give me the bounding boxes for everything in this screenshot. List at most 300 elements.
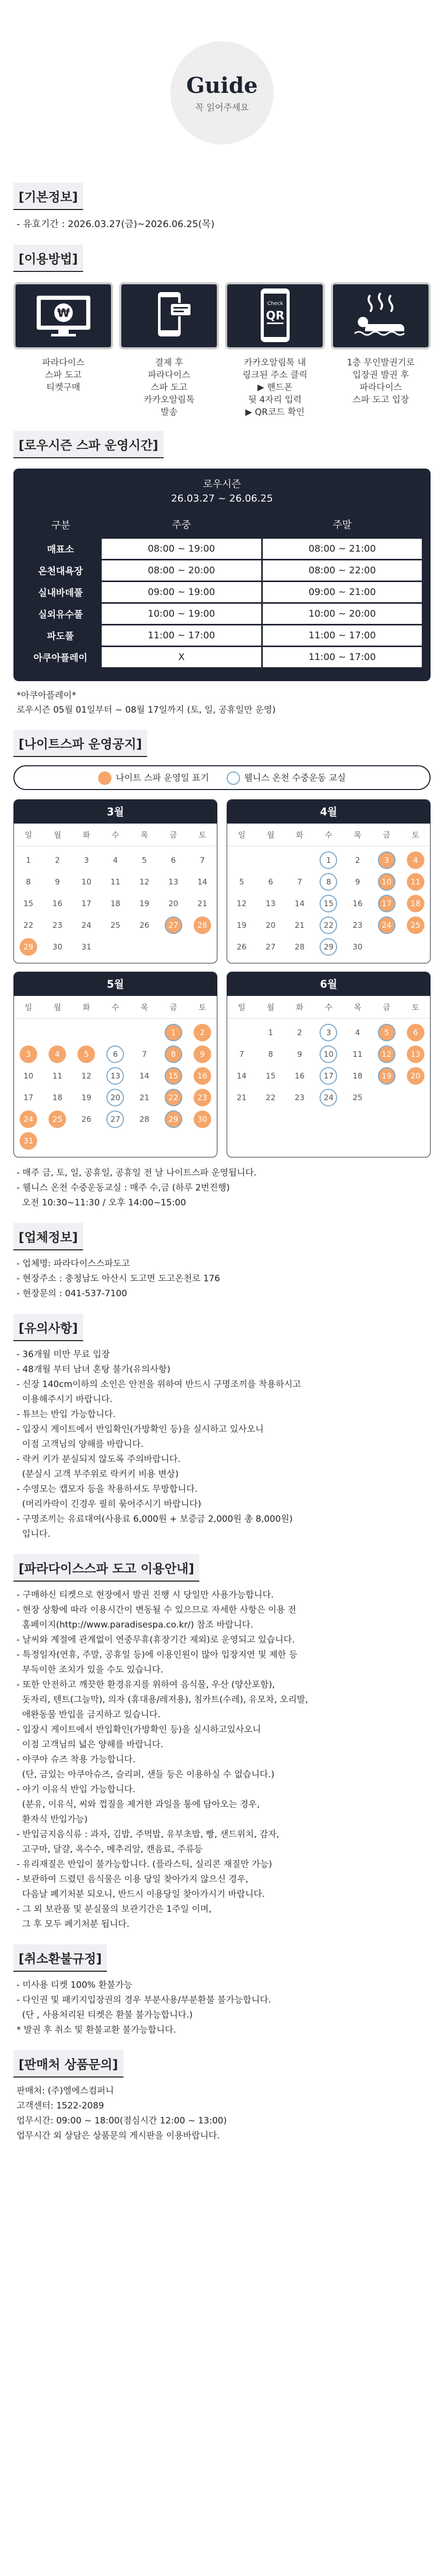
weekday-label: 수 bbox=[112, 830, 119, 840]
calendar-day bbox=[343, 1087, 372, 1108]
weekday-label: 일 bbox=[237, 830, 246, 840]
calendar-day-number: 9 bbox=[194, 1045, 211, 1063]
calendar-day bbox=[314, 1087, 343, 1108]
calendar-day bbox=[343, 871, 372, 893]
rules-line: - 구매하신 티켓으로 현장에서 발권 진행 시 당일만 사용가능합니다. bbox=[17, 1590, 274, 1600]
rules-line: - 현장 상황에 따라 이용시간이 변동될 수 있으므로 자세한 사항은 이용 전 bbox=[17, 1605, 296, 1615]
rules-title: [파라다이스스파 도고 이용안내] bbox=[13, 1554, 199, 1582]
calendar-day-number: 25 bbox=[353, 1093, 363, 1102]
caution-line: - 신장 140cm이하의 소인은 안전을 위하여 반드시 구명조끼를 착용하시고 bbox=[17, 1379, 302, 1390]
calendar-day-number: 26 bbox=[139, 921, 150, 930]
calendar-day bbox=[285, 936, 314, 958]
calendar-day-number: 6 bbox=[268, 877, 273, 887]
caution-line: - 구명조끼는 유료대여(사용료 6,000원 + 보증금 2,000원 총 8,000원) bbox=[17, 1514, 293, 1524]
calendar-day-number: 27 bbox=[265, 942, 276, 952]
calendar-day-number: 14 bbox=[197, 877, 208, 887]
calendar-day-number: 2 bbox=[194, 1024, 211, 1041]
weekday-label: 수 bbox=[112, 1003, 119, 1012]
rules-line: 이점 고객님의 넓은 양해를 바랍니다. bbox=[17, 1740, 164, 1750]
basic-info-title: [기본정보] bbox=[13, 183, 83, 210]
calendar-day bbox=[43, 1043, 72, 1065]
calendar-day-number: 19 bbox=[378, 1067, 395, 1085]
calendar-day-number: 31 bbox=[20, 1132, 37, 1150]
rules-line: - 반입금지음식류 : 과자, 김밥, 주먹밥, 유부초밥, 빵, 샌드위치, 감자, bbox=[17, 1829, 279, 1840]
calendar-day bbox=[14, 1065, 43, 1087]
calendar-day bbox=[130, 849, 159, 871]
seller-line: 업무시간 외 상담은 상품문의 게시판을 이용바랍니다. bbox=[17, 2131, 220, 2141]
weekday-label: 목 bbox=[140, 1003, 148, 1012]
calendar-day bbox=[227, 1043, 256, 1065]
calendar-day-number: 18 bbox=[353, 1071, 363, 1081]
calendar-day bbox=[159, 1043, 188, 1065]
basic-info-section bbox=[13, 183, 431, 232]
weekday-label: 화 bbox=[296, 1003, 304, 1012]
calendar-day bbox=[14, 1087, 43, 1108]
orange-dot-icon bbox=[98, 771, 112, 785]
calendar-day bbox=[372, 914, 401, 936]
calendar-day bbox=[43, 1108, 72, 1130]
guide-header bbox=[13, 0, 431, 170]
weekday-label: 월 bbox=[266, 830, 275, 840]
calendar-day-number: 12 bbox=[236, 899, 247, 908]
calendar-day bbox=[130, 871, 159, 893]
calendar-day-number: 23 bbox=[294, 1093, 305, 1102]
calendar-day-number: 2 bbox=[55, 856, 60, 865]
calendar-day bbox=[72, 936, 101, 958]
calendar-day-number: 13 bbox=[168, 877, 179, 887]
weekday-label: 화 bbox=[83, 830, 90, 840]
calendar-day-number: 12 bbox=[139, 877, 150, 887]
won-monitor-icon bbox=[13, 282, 113, 349]
calendar-day bbox=[159, 849, 188, 871]
calendar-day bbox=[130, 893, 159, 914]
calendar-day bbox=[101, 1043, 130, 1065]
calendar-day bbox=[256, 871, 285, 893]
calendar-day-number: 14 bbox=[236, 1071, 247, 1081]
calendar-day-number: 30 bbox=[194, 1110, 211, 1128]
calendar-day bbox=[159, 1087, 188, 1108]
calendar-day-number: 15 bbox=[320, 895, 337, 912]
calendar-month-name: 6월 bbox=[227, 972, 430, 996]
calendar-day-number: 14 bbox=[294, 899, 305, 908]
rules-section bbox=[13, 1554, 431, 1932]
calendar-day bbox=[101, 871, 130, 893]
hours-col-category: 구분 bbox=[51, 519, 71, 531]
rules-line: - 입장시 게이트에서 반입확인(가방확인 등)을 실시하고있사오니 bbox=[17, 1725, 261, 1735]
calendar-day-number: 19 bbox=[139, 899, 150, 908]
hours-row bbox=[21, 560, 423, 582]
svg-text:Check: Check bbox=[267, 301, 283, 307]
weekday-label: 월 bbox=[266, 1003, 275, 1012]
calendars bbox=[13, 799, 431, 1166]
hours-weekday-time: 10:00 ~ 19:00 bbox=[101, 603, 262, 625]
calendar-day-number: 9 bbox=[55, 877, 60, 887]
calendar-day bbox=[72, 1065, 101, 1087]
hours-row bbox=[21, 625, 423, 647]
guide-subtitle: 꼭 읽어주세요 bbox=[195, 103, 249, 113]
calendar-blank bbox=[101, 1022, 130, 1043]
calendar-day bbox=[72, 849, 101, 871]
calendar-day-number: 22 bbox=[23, 921, 34, 930]
weekday-label: 토 bbox=[411, 830, 420, 840]
calendar-month-name: 5월 bbox=[14, 972, 217, 996]
calendar-day bbox=[314, 914, 343, 936]
calendar-day bbox=[256, 936, 285, 958]
calendar-day-number: 26 bbox=[236, 942, 247, 952]
calendar-day bbox=[130, 914, 159, 936]
calendar-day-number: 12 bbox=[81, 1071, 91, 1081]
calendar-day bbox=[43, 1065, 72, 1087]
hours-col-weekend: 주말 bbox=[332, 519, 352, 530]
calendar-day bbox=[72, 1087, 101, 1108]
guide-badge bbox=[170, 41, 274, 144]
calendar-days bbox=[227, 846, 430, 963]
calendar-day-number: 10 bbox=[81, 877, 91, 887]
calendar-blank bbox=[14, 1022, 43, 1043]
usage-section bbox=[13, 245, 431, 418]
calendar-blank bbox=[72, 1022, 101, 1043]
hours-weekday-time: X bbox=[101, 647, 262, 668]
calendar-day bbox=[227, 1087, 256, 1108]
caution-lines bbox=[13, 1347, 431, 1542]
calendar-day-number: 17 bbox=[378, 895, 395, 912]
calendar-day bbox=[285, 893, 314, 914]
calendar-day-number: 6 bbox=[106, 1045, 124, 1063]
company-section bbox=[13, 1223, 431, 1301]
calendar-day bbox=[372, 871, 401, 893]
calendar-day-number: 7 bbox=[200, 856, 205, 865]
calendar-day-number: 26 bbox=[81, 1115, 91, 1124]
calendar-day-number: 23 bbox=[353, 921, 363, 930]
usage-step-3 bbox=[225, 282, 325, 418]
calendar-day bbox=[14, 871, 43, 893]
rules-line: - 보관하여 드렸던 음식물은 이용 당일 찾아가지 않으신 경우, bbox=[17, 1874, 248, 1885]
rules-line: - 날씨와 계절에 관계없이 연중무휴(휴장기간 제외)로 운영되고 있습니다. bbox=[17, 1635, 295, 1645]
calendar-day-number: 3 bbox=[20, 1045, 37, 1063]
caution-line: - 수영모는 캡모자 등을 착용하셔도 무방합니다. bbox=[17, 1484, 198, 1494]
caution-title: [유의사항] bbox=[13, 1314, 83, 1341]
calendar-day-number: 29 bbox=[20, 938, 37, 956]
calendar-day-number: 5 bbox=[378, 1024, 395, 1041]
calendar-day-number: 11 bbox=[407, 873, 424, 891]
calendar-day-number: 17 bbox=[23, 1093, 34, 1102]
calendar-day bbox=[256, 893, 285, 914]
calendar-day bbox=[343, 1022, 372, 1043]
weekday-label: 수 bbox=[325, 1003, 332, 1012]
rules-line: (분유, 이유식, 씨와 껍질을 제거한 과일을 통에 담아오는 경우, bbox=[17, 1799, 260, 1810]
calendar-day-number: 20 bbox=[168, 899, 179, 908]
legend-night-spa bbox=[98, 770, 209, 785]
calendar-blank bbox=[285, 849, 314, 871]
calendar-day-number: 1 bbox=[320, 851, 337, 869]
calendar-day-number: 2 bbox=[297, 1028, 303, 1037]
seller-line: 업무시간: 09:00 ~ 18:00(점심시간 12:00 ~ 13:00) bbox=[17, 2116, 227, 2126]
night-notes bbox=[13, 1166, 431, 1211]
calendar-day-number: 3 bbox=[84, 856, 89, 865]
calendar-day-number: 8 bbox=[165, 1045, 182, 1063]
calendar-day bbox=[401, 893, 430, 914]
calendar-day bbox=[43, 849, 72, 871]
calendar-day-number: 1 bbox=[268, 1028, 273, 1037]
calendar-day-number: 15 bbox=[165, 1067, 182, 1085]
caution-line: - 36개월 미만 무료 입장 bbox=[17, 1349, 110, 1360]
calendar-day bbox=[43, 1087, 72, 1108]
calendar-day bbox=[256, 1065, 285, 1087]
refund-line: - 다인권 및 패키지입장권의 경우 부분사용/부분환불 불가능합니다. bbox=[17, 1995, 272, 2005]
blue-ring-icon bbox=[227, 771, 240, 785]
calendar-day-number: 19 bbox=[236, 921, 247, 930]
calendar-day bbox=[101, 849, 130, 871]
calendar-days bbox=[14, 1019, 217, 1157]
calendar-day-number: 7 bbox=[141, 1050, 147, 1059]
weekday-label: 화 bbox=[296, 830, 304, 840]
weekday-label: 금 bbox=[383, 1003, 391, 1012]
hours-weekend-time: 10:00 ~ 20:00 bbox=[262, 603, 422, 625]
calendar-day bbox=[101, 893, 130, 914]
calendar-month bbox=[13, 972, 217, 1157]
weekday-label: 금 bbox=[169, 830, 178, 840]
calendar-days bbox=[227, 1019, 430, 1114]
legend-wellness-label: 웰니스 온천 수중운동 교실 bbox=[244, 773, 346, 783]
hours-weekend-time: 11:00 ~ 17:00 bbox=[262, 625, 422, 647]
calendar-day bbox=[14, 893, 43, 914]
legend-wellness bbox=[227, 770, 346, 785]
calendar-day-number: 16 bbox=[194, 1067, 211, 1085]
hours-weekday-time: 08:00 ~ 20:00 bbox=[101, 560, 262, 582]
calendar-day-number: 7 bbox=[239, 1050, 244, 1059]
calendar-day bbox=[227, 914, 256, 936]
calendar-day bbox=[188, 1065, 217, 1087]
calendar-day bbox=[343, 849, 372, 871]
calendar-day bbox=[43, 936, 72, 958]
calendar-day bbox=[43, 914, 72, 936]
calendar-day bbox=[72, 893, 101, 914]
calendar-weekdays bbox=[227, 824, 430, 846]
guide-title: Guide bbox=[186, 73, 258, 98]
calendar-day-number: 28 bbox=[194, 916, 211, 934]
aquaplay-note-title: *아쿠아플레이* bbox=[17, 690, 76, 701]
caution-line: 이용해주시기 바랍니다. bbox=[17, 1394, 113, 1405]
seller-title: [판매처 상품문의] bbox=[13, 2050, 123, 2078]
calendar-day-number: 16 bbox=[294, 1071, 305, 1081]
hours-facility: 매표소 bbox=[47, 544, 74, 555]
hours-row bbox=[21, 647, 423, 668]
calendar-month bbox=[227, 799, 431, 963]
hours-table-box bbox=[13, 469, 431, 681]
calendar-day bbox=[14, 1130, 43, 1152]
calendar-day-number: 7 bbox=[297, 877, 303, 887]
hours-weekend-time: 08:00 ~ 22:00 bbox=[262, 560, 422, 582]
calendar-day bbox=[130, 1065, 159, 1087]
calendar-day-number: 16 bbox=[353, 899, 363, 908]
hours-row bbox=[21, 582, 423, 603]
calendar-month-name: 4월 bbox=[227, 800, 430, 824]
hours-weekday-time: 09:00 ~ 19:00 bbox=[101, 582, 262, 603]
aquaplay-note-text: 로우시즌 05월 01일부터 ~ 08월 17일까지 (토, 일, 공휴일만 운영) bbox=[17, 705, 276, 715]
hours-facility: 실내바데풀 bbox=[38, 587, 83, 599]
calendar-day-number: 4 bbox=[113, 856, 118, 865]
calendar-day bbox=[101, 1108, 130, 1130]
calendar-day bbox=[401, 1065, 430, 1087]
calendar-day-number: 6 bbox=[170, 856, 176, 865]
calendar-day-number: 13 bbox=[407, 1045, 424, 1063]
usage-steps bbox=[13, 282, 431, 418]
calendar-day bbox=[130, 1108, 159, 1130]
calendar-day bbox=[227, 893, 256, 914]
caution-line: - 튜브는 반입 가능합니다. bbox=[17, 1409, 116, 1420]
calendar-day bbox=[188, 1043, 217, 1065]
calendar-day bbox=[188, 1022, 217, 1043]
seller-lines bbox=[13, 2084, 431, 2144]
calendar-day-number: 30 bbox=[52, 942, 62, 952]
calendar-month bbox=[13, 799, 217, 963]
calendar-days bbox=[14, 846, 217, 963]
calendar-day-number: 13 bbox=[265, 899, 276, 908]
calendar-blank bbox=[43, 1022, 72, 1043]
weekday-label: 목 bbox=[354, 830, 361, 840]
weekday-label: 토 bbox=[198, 1003, 207, 1012]
calendar-day-number: 5 bbox=[239, 877, 244, 887]
calendar-day bbox=[14, 936, 43, 958]
refund-line: - 미사용 티켓 100% 환불가능 bbox=[17, 1980, 133, 1990]
calendar-day-number: 4 bbox=[355, 1028, 360, 1037]
calendar-day-number: 1 bbox=[26, 856, 31, 865]
calendar-day bbox=[285, 871, 314, 893]
caution-line: - 48개월 부터 남녀 혼탕 불가(유의사항) bbox=[17, 1364, 170, 1375]
calendar-day bbox=[285, 1043, 314, 1065]
calendar-day-number: 24 bbox=[81, 921, 91, 930]
caution-line: 입니다. bbox=[17, 1529, 51, 1539]
calendar-day-number: 15 bbox=[23, 899, 34, 908]
weekday-label: 목 bbox=[354, 1003, 361, 1012]
calendar-day-number: 8 bbox=[320, 873, 337, 891]
validity-period: - 유효기간 : 2026.03.27(금)~2026.06.25(목) bbox=[17, 219, 215, 230]
caution-section bbox=[13, 1314, 431, 1542]
calendar-day bbox=[101, 1065, 130, 1087]
phone-message-icon bbox=[119, 282, 219, 349]
calendar-day bbox=[256, 1043, 285, 1065]
calendar-day-number: 9 bbox=[297, 1050, 303, 1059]
calendar-day bbox=[14, 1043, 43, 1065]
calendar-day-number: 27 bbox=[106, 1110, 124, 1128]
rules-line: 다음날 폐기처분 되오니, 반드시 이용당일 찾아가시기 바랍니다. bbox=[17, 1889, 265, 1899]
calendar-day-number: 5 bbox=[77, 1045, 95, 1063]
calendar-day-number: 18 bbox=[110, 899, 121, 908]
night-spa-section bbox=[13, 730, 431, 1211]
calendar-day-number: 21 bbox=[139, 1093, 150, 1102]
caution-line: 이점 고객님의 양해를 바랍니다. bbox=[17, 1439, 144, 1450]
rules-line: 환자식 반입가능) bbox=[17, 1814, 88, 1825]
calendar-day-number: 20 bbox=[265, 921, 276, 930]
calendar-day-number: 12 bbox=[378, 1045, 395, 1063]
calendar-day-number: 24 bbox=[20, 1110, 37, 1128]
calendar-day bbox=[101, 1087, 130, 1108]
usage-step-2-caption: 결제 후 파라다이스 스파 도고 카카오알림톡 발송 bbox=[144, 358, 195, 417]
calendar-day-number: 4 bbox=[407, 851, 424, 869]
calendar-day bbox=[401, 1022, 430, 1043]
company-line: - 현장주소 : 충청남도 아산시 도고면 도고온천로 176 bbox=[17, 1274, 220, 1284]
weekday-label: 토 bbox=[411, 1003, 420, 1012]
calendar-day bbox=[285, 1022, 314, 1043]
calendar-day-number: 1 bbox=[165, 1024, 182, 1041]
hours-row bbox=[21, 603, 423, 625]
hours-weekday-time: 08:00 ~ 19:00 bbox=[101, 538, 262, 560]
weekday-label: 월 bbox=[53, 1003, 61, 1012]
rules-line: - 특정일자(연휴, 주말, 공휴일 등)에 이용인원이 많아 입장지연 및 제한 등 bbox=[17, 1650, 298, 1660]
rules-line: - 유리재질은 반입이 불가능합니다. (플라스틱, 실리콘 재질만 가능) bbox=[17, 1859, 273, 1870]
calendar-day bbox=[188, 893, 217, 914]
calendar-day bbox=[43, 871, 72, 893]
calendar-weekdays bbox=[227, 996, 430, 1019]
calendar-day-number: 10 bbox=[23, 1071, 34, 1081]
calendar-day bbox=[227, 1065, 256, 1087]
calendar-day-number: 21 bbox=[197, 899, 208, 908]
hours-col-weekday: 주중 bbox=[172, 519, 191, 530]
calendar-day bbox=[159, 914, 188, 936]
hours-title: [로우시즌 스파 운영시간] bbox=[13, 431, 164, 458]
calendar-day-number: 10 bbox=[320, 1045, 337, 1063]
calendar-day-number: 28 bbox=[139, 1115, 150, 1124]
rules-line: 부득이한 조치가 있을 수도 있습니다. bbox=[17, 1665, 164, 1675]
calendar-day-number: 30 bbox=[353, 942, 363, 952]
calendar-day bbox=[227, 936, 256, 958]
seller-line: 판매처: (주)엘에스컴퍼니 bbox=[17, 2086, 114, 2096]
company-lines bbox=[13, 1257, 431, 1301]
calendar-day bbox=[343, 936, 372, 958]
calendar-day-number: 15 bbox=[265, 1071, 276, 1081]
calendar-day-number: 17 bbox=[320, 1067, 337, 1085]
calendar-day-number: 23 bbox=[194, 1089, 211, 1106]
calendar-day bbox=[343, 1065, 372, 1087]
calendar-day-number: 16 bbox=[52, 899, 62, 908]
hours-section bbox=[13, 431, 431, 717]
caution-line: (머리카락이 긴경우 필히 묶어주시기 바랍니다) bbox=[17, 1499, 201, 1509]
calendar-day bbox=[130, 1087, 159, 1108]
rules-line: - 그 외 보관품 및 분실물의 보관기간은 1주일 이며, bbox=[17, 1904, 212, 1914]
calendar-day bbox=[159, 1065, 188, 1087]
calendar-weekdays bbox=[14, 824, 217, 846]
calendar-day bbox=[372, 849, 401, 871]
usage-step-1 bbox=[13, 282, 113, 418]
hours-weekend-time: 11:00 ~ 17:00 bbox=[262, 647, 422, 668]
aquaplay-note bbox=[13, 688, 431, 717]
calendar-day-number: 10 bbox=[378, 873, 395, 891]
calendar-day-number: 20 bbox=[106, 1089, 124, 1106]
calendar-day bbox=[72, 914, 101, 936]
legend-night-spa-label: 나이트 스파 운영일 표기 bbox=[116, 773, 209, 783]
caution-line: - 입장시 게이트에서 반입확인(가방확인 등)을 실시하고 있사오니 bbox=[17, 1424, 264, 1435]
calendar-day-number: 22 bbox=[165, 1089, 182, 1106]
calendar-day-number: 20 bbox=[407, 1067, 424, 1085]
calendar-day bbox=[159, 871, 188, 893]
calendar-day bbox=[256, 1087, 285, 1108]
calendar-blank bbox=[256, 849, 285, 871]
calendar-day bbox=[256, 1022, 285, 1043]
calendar-day bbox=[188, 871, 217, 893]
rules-lines bbox=[13, 1588, 431, 1932]
calendar-blank bbox=[130, 1022, 159, 1043]
calendar-day-number: 18 bbox=[407, 895, 424, 912]
calendar-day bbox=[343, 893, 372, 914]
calendar-day-number: 23 bbox=[52, 921, 62, 930]
calendar-day bbox=[285, 1065, 314, 1087]
calendar-day bbox=[372, 1065, 401, 1087]
calendar-day bbox=[188, 1108, 217, 1130]
calendar-day-number: 13 bbox=[106, 1067, 124, 1085]
calendar-day-number: 27 bbox=[165, 916, 182, 934]
hours-weekend-time: 09:00 ~ 21:00 bbox=[262, 582, 422, 603]
calendar-day-number: 29 bbox=[165, 1110, 182, 1128]
